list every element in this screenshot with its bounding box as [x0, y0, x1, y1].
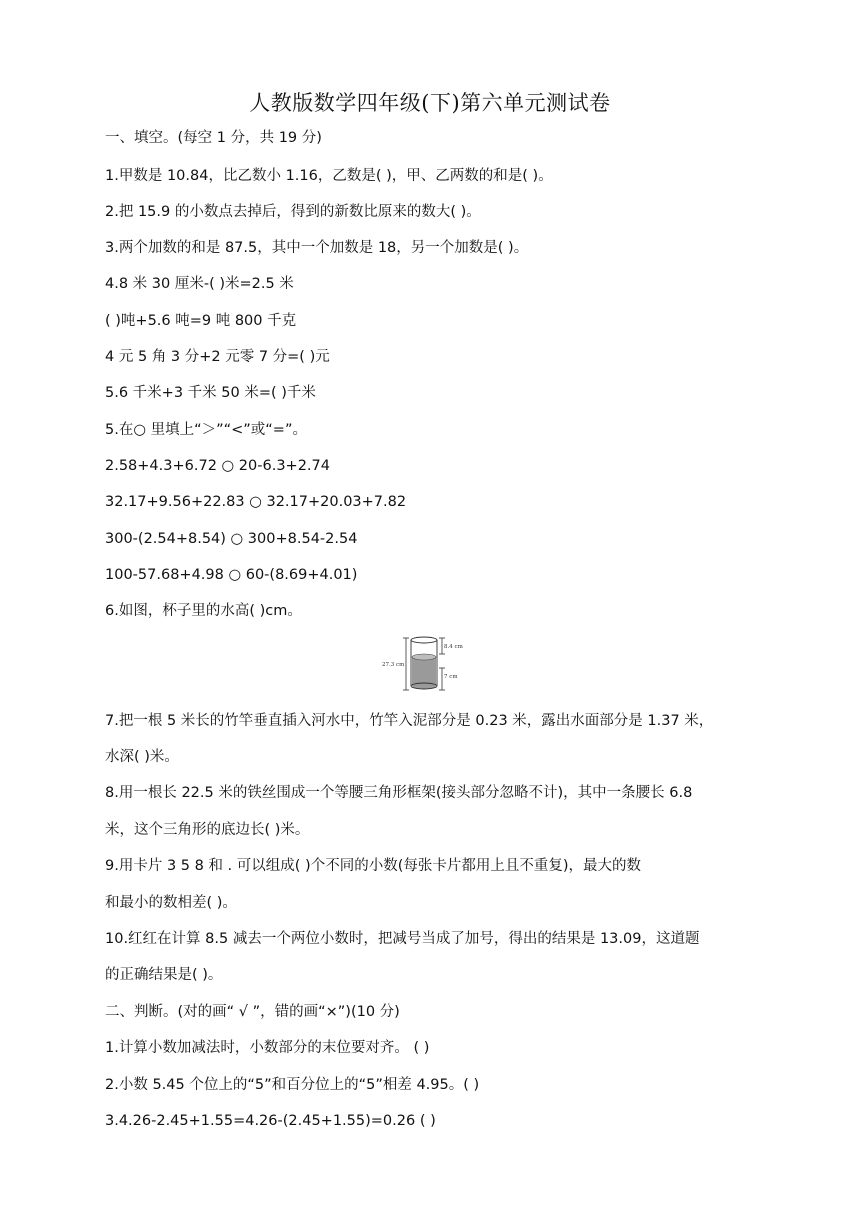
- question-line: 5.6 千米+3 千米 50 米=( )千米: [105, 385, 316, 401]
- bottom-gap-label: 7 cm: [444, 674, 458, 680]
- total-height-label: 27.3 cm: [382, 662, 405, 668]
- question-line: 3.两个加数的和是 87.5，其中一个加数是 18，另一个加数是( )。: [105, 240, 529, 256]
- cup-water-figure: [380, 634, 480, 694]
- question-line: 7.把一根 5 米长的竹竿垂直插入河水中，竹竿入泥部分是 0.23 米，露出水面部分是 1.37 米，: [105, 713, 714, 729]
- judgment-line: 2.小数 5.45 个位上的“5”和百分位上的“5”相差 4.95。( ): [105, 1077, 480, 1093]
- comparison-line: 300-(2.54+8.54) ○ 300+8.54-2.54: [105, 531, 358, 547]
- question-line: 和最小的数相差( )。: [105, 895, 237, 911]
- question-line: 8.用一根长 22.5 米的铁丝围成一个等腰三角形框架(接头部分忽略不计)，其中一条腰长 6.8: [105, 785, 693, 801]
- question-line: 的正确结果是( )。: [105, 967, 223, 983]
- comparison-line: 100-57.68+4.98 ○ 60-(8.69+4.01): [105, 567, 358, 583]
- question-line: 4 元 5 角 3 分+2 元零 7 分=( )元: [105, 349, 330, 365]
- section-heading-true-false: 二、判断。(对的画“ √ ”，错的画“×”)(10 分): [105, 1004, 400, 1020]
- page-title: 人教版数学四年级(下)第六单元测试卷: [249, 91, 611, 115]
- question-line: ( )吨+5.6 吨=9 吨 800 千克: [105, 313, 297, 329]
- question-line: 米，这个三角形的底边长( )米。: [105, 822, 310, 838]
- question-line: 1.甲数是 10.84，比乙数小 1.16，乙数是( )，甲、乙两数的和是( )。: [105, 168, 553, 184]
- question-line: 水深( )米。: [105, 749, 179, 765]
- question-line: 2.把 15.9 的小数点去掉后，得到的新数比原来的数大( )。: [105, 204, 481, 220]
- question-line: 10.红红在计算 8.5 减去一个两位小数时，把减号当成了加号，得出的结果是 13.09，这道题: [105, 931, 700, 947]
- question-line: 5.在○ 里填上“＞”“<”或“=”。: [105, 422, 307, 438]
- question-line: 6.如图，杯子里的水高( )cm。: [105, 603, 302, 619]
- judgment-line: 3.4.26-2.45+1.55=4.26-(2.45+1.55)=0.26 ( ): [105, 1113, 436, 1129]
- question-line: 9.用卡片 3 5 8 和 . 可以组成( )个不同的小数(每张卡片都用上且不重复)，最大的数: [105, 858, 642, 874]
- comparison-line: 2.58+4.3+6.72 ○ 20-6.3+2.74: [105, 458, 330, 474]
- section-heading-fill-in: 一、填空。(每空 1 分，共 19 分): [105, 130, 322, 146]
- comparison-line: 32.17+9.56+22.83 ○ 32.17+20.03+7.82: [105, 494, 407, 510]
- question-line: 4.8 米 30 厘米-( )米=2.5 米: [105, 276, 294, 292]
- top-gap-label: 8.4 cm: [444, 644, 463, 650]
- judgment-line: 1.计算小数加减法时，小数部分的末位要对齐。 ( ): [105, 1040, 430, 1056]
